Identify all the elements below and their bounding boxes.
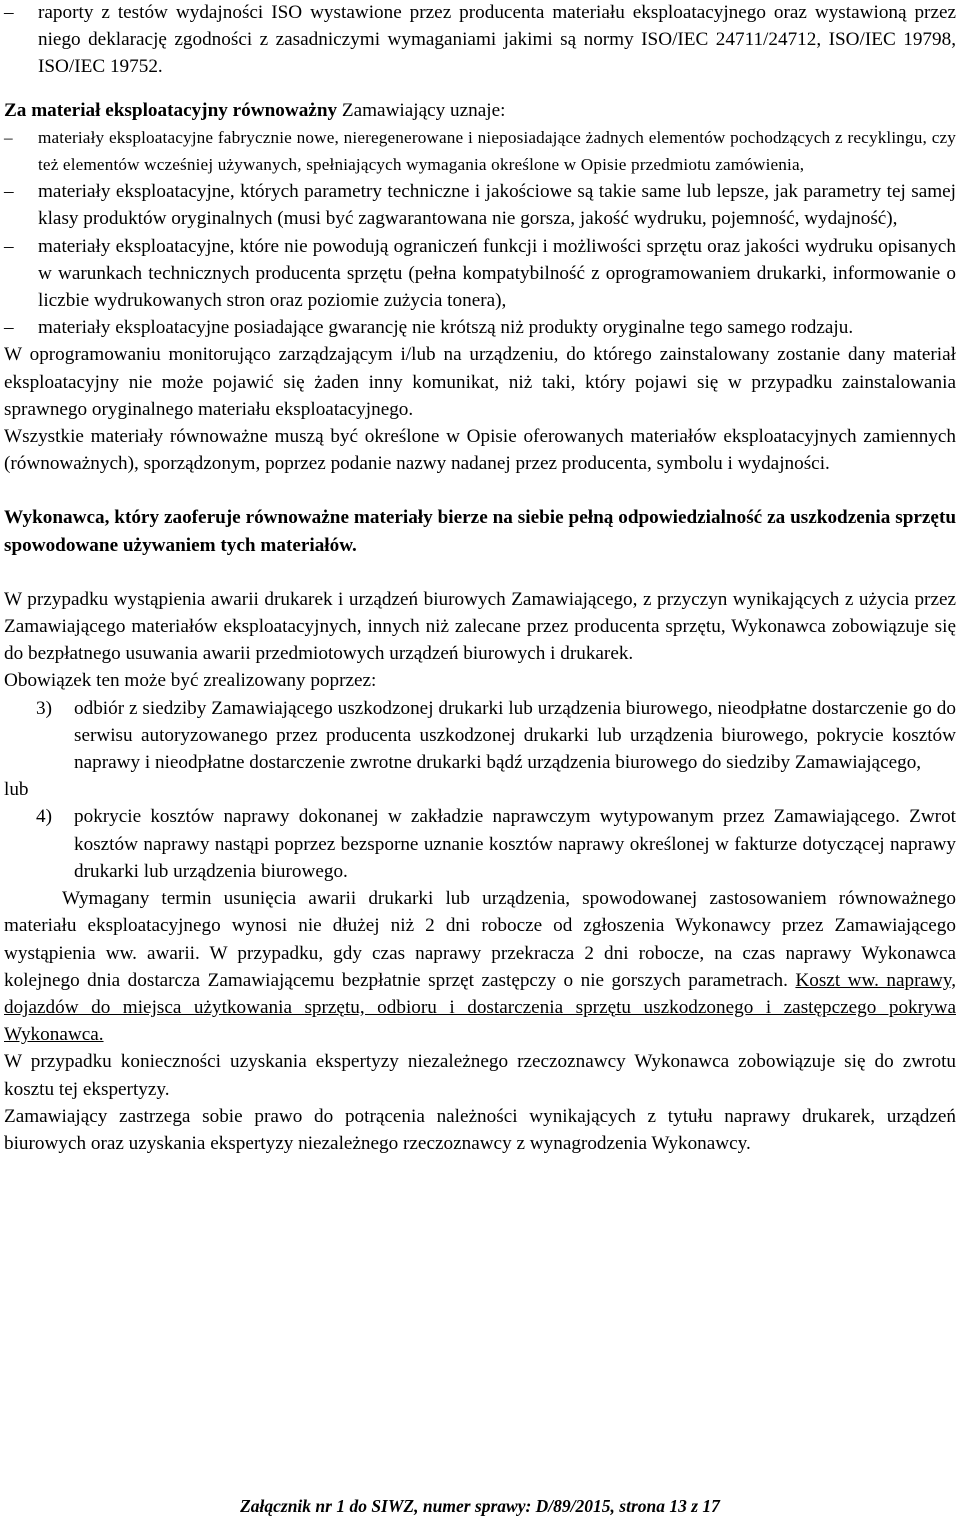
responsibility-statement: Wykonawca, który zaoferuje równoważne materiały bierze na siebie pełną odpowiedzialność za uszkodzenia sprzętu spowodowane używaniem tych materiałów. [4, 507, 956, 556]
or-word: lub [4, 779, 29, 801]
dash-bullet-icon: – [4, 127, 13, 147]
option-4 [4, 803, 956, 885]
list-item-text: materiały eksploatacyjne, które nie powodują ograniczeń funkcji i możliwości sprzętu oraz jakości wydruku opisanych w warunkach technicznych producenta sprzętu (pełna kompatybilność z oprogramowaniem drukarki, informowanie o liczbie wydrukowanych stron oraz poziomie zużycia tonera), [38, 235, 956, 312]
list-item [4, 124, 956, 178]
paragraph-deduction: Zamawiający zastrzega sobie prawo do potrącenia należności wynikających z tytułu naprawy drukarek, urządzeń biurowych oraz uzyskania ekspertyzy niezależnego rzeczoznawcy z wynagrodzenia Wykonawcy. [4, 1105, 956, 1154]
equivalent-heading [4, 97, 956, 124]
deadline-cost-underlined: Koszt ww. naprawy, dojazdów do miejsca użytkowania sprzętu, odbioru i dostarczenia sprzętu uszkodzonego i zastępczego pokrywa Wykonawca. [4, 969, 956, 1046]
page-footer: Załącznik nr 1 do SIWZ, numer sprawy: D/89/2015, strona 13 z 17 [240, 1496, 720, 1516]
option-4-number: 4) [36, 806, 52, 828]
list-item-text: raporty z testów wydajności ISO wystawione przez producenta materiału eksploatacyjnego oraz wystawioną przez niego deklarację zgodności z zasadniczymi wymaganiami jakimi są normy ISO/IEC 24711/24712, ISO/IEC 19798, ISO/IEC 19752. [38, 2, 956, 78]
list-item [4, 0, 956, 81]
option-3-text: odbiór z siedziby Zamawiającego uszkodzonej drukarki lub urządzenia biurowego, nieodpłatne dostarczenie go do serwisu autoryzowanego przez producenta uszkodzonej drukarki lub urządzenia biurowego, pokrycie kosztów naprawy i nieodpłatne dostarczenie zwrotne drukarki bądź urządzenia biurowego do siedziby Zamawiającego, [74, 697, 956, 774]
equivalent-heading-rest: Zamawiający uznaje: [337, 99, 506, 121]
option-3-number: 3) [36, 697, 52, 719]
paragraph-deadline [4, 885, 956, 1048]
paragraph-all-equivalent: Wszystkie materiały równoważne muszą być określone w Opisie oferowanych materiałów eksploatacyjnych zamiennych (równoważnych), sporządzonym, poprzez podanie nazwy nadanej przez producenta, symbolu i wydajności. [4, 426, 956, 475]
paragraph-expertise: W przypadku konieczności uzyskania ekspertyzy niezależnego rzeczoznawcy Wykonawca zobowiązuje się do zwrotu kosztu tej ekspertyzy. [4, 1051, 956, 1100]
list-item [4, 314, 956, 341]
document-page [4, 0, 956, 1157]
list-item [4, 178, 956, 232]
deadline-text: Wymagany termin usunięcia awarii drukarki lub urządzenia, spowodowanej zastosowaniem równoważnego materiału eksploatacyjnego wynosi nie dłużej niż 2 dni robocze od zgłoszenia Wykonawcy przez Zamawiającego wystąpienia ww. awarii. W przypadku, gdy czas naprawy przekracza 2 dni robocze, na czas naprawy Wykonawca kolejnego dnia dostarcza Zamawiającemu bezpłatnie sprzęt zastępczy o nie gorszych parametrach. [4, 888, 956, 991]
obligation-intro: Obowiązek ten może być zrealizowany poprzez: [4, 670, 377, 692]
dash-bullet-icon: – [4, 317, 14, 339]
equivalent-heading-bold: Za materiał eksploatacyjny równoważny [4, 99, 338, 121]
dash-bullet-icon: – [4, 2, 14, 23]
paragraph-failure: W przypadku wystąpienia awarii drukarek i urządzeń biurowych Zamawiającego, z przyczyn wynikających z użycia przez Zamawiającego materiałów eksploatacyjnych, innych niż zalecane przez producenta sprzętu, Wykonawca zobowiązuje się do bezpłatnego usuwania awarii przedmiotowych urządzeń biurowych i drukarek. [4, 588, 956, 665]
list-item-text: materiały eksploatacyjne posiadające gwarancję nie krótszą niż produkty oryginalne tego samego rodzaju. [38, 317, 854, 339]
list-item-text: materiały eksploatacyjne fabrycznie nowe, nieregenerowane i nieposiadające żadnych elementów pochodzących z recyklingu, czy też elementów wcześniej używanych, spełniających wymagania określone w Opisie przedmiotu zamówienia, [38, 127, 956, 175]
option-3 [4, 695, 956, 777]
list-item-text: materiały eksploatacyjne, których parametry techniczne i jakościowe są takie same lub lepsze, jak parametry tej samej klasy produktów oryginalnych (musi być zagwarantowana nie gorsza, jakość wydruku, pojemność, wydajność), [38, 181, 956, 230]
paragraph-software: W oprogramowaniu monitorująco zarządzającym i/lub na urządzeniu, do którego zainstalowany zostanie dany materiał eksploatacyjny nie może pojawić się żaden inny komunikat, niż taki, który pojawi się w przypadku zainstalowania sprawnego oryginalnego materiału eksploatacyjnego. [4, 344, 956, 420]
dash-bullet-icon: – [4, 235, 14, 257]
list-item [4, 233, 956, 315]
dash-bullet-icon: – [4, 181, 14, 203]
option-4-text: pokrycie kosztów naprawy dokonanej w zakładzie naprawczym wytypowanym przez Zamawiającego. Zwrot kosztów naprawy nastąpi poprzez bezsporne uznanie kosztów naprawy określonej w fakturze dotyczącej naprawy drukarki lub urządzenia biurowego. [74, 806, 956, 882]
